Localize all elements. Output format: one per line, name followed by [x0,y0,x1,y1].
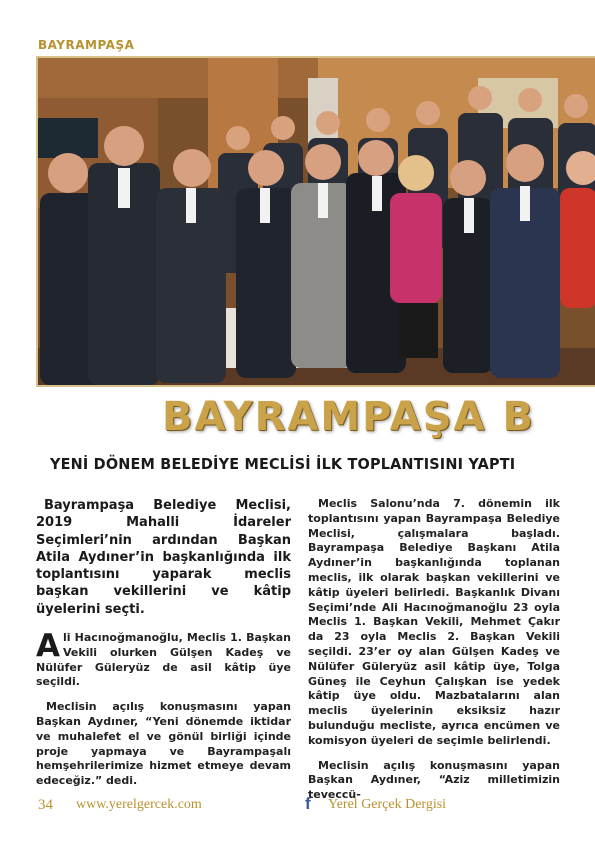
banner-title: BAYRAMPAŞA B [162,394,535,440]
right-paragraph-2: Meclisin açılış konuşmasını yapan Başkan Aydıner, “Aziz milletimizin teveccü- [308,758,560,802]
left-paragraph-1 [36,628,291,690]
page-number: 34 [38,797,53,813]
drop-cap: A [36,628,60,665]
article-headline: YENİ DÖNEM BELEDİYE MECLİSİ İLK TOPLANTISINI YAPTI [50,455,516,473]
website-link[interactable]: www.yerelgercek.com [76,797,202,812]
article-lead: Bayrampaşa Belediye Meclisi, 2019 Mahalli İdareler Seçimleri’nin ardından Başkan Atila Aydıner’in başkanlığında ilk toplantısını yaparak meclis başkan vekillerini ve kâtip üyelerini seçti. [36,498,291,617]
section-label: BAYRAMPAŞA [38,38,135,52]
left-paragraph-1-text: li Hacınoğmanoğlu, Meclis 1. Başkan Vekili olurken Gülşen Kadeş ve Nülüfer Güleryüz de asil kâtip üye seçildi. [36,631,291,689]
left-column [36,497,291,799]
right-column [308,497,560,813]
right-paragraph-1: Meclis Salonu’nda 7. dönemin ilk toplantısını yapan Bayrampaşa Belediye Meclisi, çalışmalara başladı. Bayrampaşa Belediye Başkanı Atila Aydıner’in başkanlığında toplanan meclis, ilk olarak başkan vekillerini ve kâtip üyeleri belirledi. Başkanlık Divanı Seçimi’nde Ali Hacınoğmanoğlu 23 oyla Meclis 1. Başkan Vekili, Mehmet Çakır da 23 oyla Meclis 2. Başkan Vekili seçildi. 23’er oy alan Gülşen Kadeş ve Nülüfer Güleryüz asil kâtip üye, Tolga Güneş ile Ceyhun Çalışkan ise yedek kâtip üye oldu. Mazbatalarını alan meclis üyelerinin eksiksiz hazır bulunduğu mecliste, ayrıca encümen ve komisyon üyeleri de seçimle belirlendi. [308,497,560,747]
magazine-name: Yerel Gerçek Dergisi [328,797,447,812]
facebook-icon[interactable]: f [305,794,311,813]
left-paragraph-2: Meclisin açılış konuşmasını yapan Başkan Aydıner, “Yeni dönemde iktidar ve muhalefet el ve gönül birliği içinde proje yapmaya ve Bayrampaşalı hemşehrilerimize hizmet etmeye devam edeceğiz.” dedi. [36,700,291,788]
group-photo [36,56,595,387]
group-photo-illustration [38,58,595,385]
